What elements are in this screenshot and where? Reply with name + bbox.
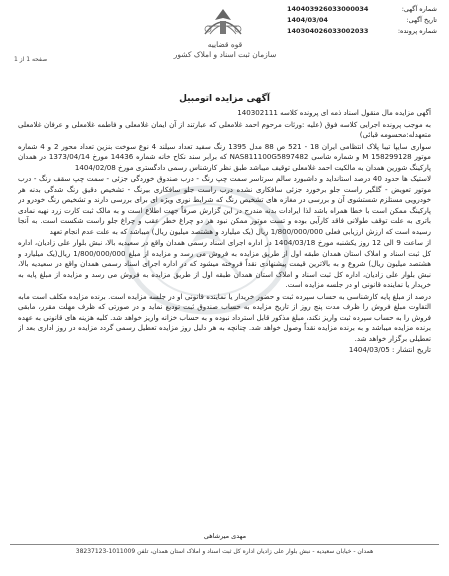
notice-metadata xyxy=(287,4,437,37)
judiciary-emblem-icon xyxy=(196,6,250,40)
body-paragraph: به موجب پرونده اجرایی کلاسه فوق (علیه :ورثات مرحوم احمد غلامعلی که عبارتند از آن ایمان غلامعلی و فاطمه غلامعلی و عرفان غلامعلی متعهدله:محسومه قبائی) xyxy=(18,119,431,139)
notice-date-label: تاریخ آگهی: xyxy=(406,16,437,24)
body-paragraph: سواری سایپا تیبا پلاک انتظامی ایران 18 - 521 ص 88 مدل 1395 رنگ سفید تعداد سیلند 4 نوع سوخت بنزین تعداد محور 2 و 4 شماره موتور M 158299128 و شماره شاسی NAS811100G5897482 که برابر سند نکاح خانه شماره 14436 مورخ 1373/04/14 در همدان پارکینگ شورین همدان به مالکیت احمد غلامعلی توقیف میباشد طبق نظر کارشناس رسمی دادگستری مورخ 1404/02/08 xyxy=(18,141,431,172)
notice-date: 1404/03/04 xyxy=(287,16,328,24)
notice-title: آگهی مزایده اتومبیل xyxy=(179,94,270,104)
case-number: 140304026033002033 xyxy=(287,27,369,35)
notice-number-row xyxy=(287,4,437,15)
signature-name: مهدی میرشاهی xyxy=(203,532,247,540)
publication-date xyxy=(18,345,431,356)
body-paragraph: لاستیک ها حدود 40 درصد استانداید و داشبورد سالم سرتاسر سمت چپ رنگ - درب صندوق خوردگی جزئی - سمت چپ سقف رنگ - درب موتور تعویض - گلگیر راست جلو برخورد جزئی سافکاری نشده درب راست جلو سافکاری بیرنگ - تشخیص دقیق رنگ شدگی بدنه هر خودرویی مستلزم شستشوی آن و بررسی در مغازه های تشخیص رنگ که شرایط نوری ویژه ای برای بررسی دارند و تشخیص رنگ خودرو در پارکینگ ممکن است با خطا همراه باشد لذا ایرادات بدنه مندرج در این گزارش صرفاً جهت اطلاع است و به مالک ثبت کارت زرد نهیه نمادی باتری به علت توقف طولانی فاقد کارآیی بوده و تست موتور ممکن نبود هر دو چراغ خطر عقب و چراغ جلو راست شکست است. به آنجا رسیده است که ارزش ارزیابی فعلی 1/800/000/000 ریال (یک میلیارد و هشتصد میلیون ریال) میباشد که به علت عدم انجام تعهد xyxy=(18,174,431,236)
footer-address: همدان - خیابان سعیدیه - نبش بلوار علی زادیان اداره کل ثبت اسناد و املاک استان همدان، تلفن 1011009-38237123 xyxy=(75,548,374,555)
body-paragraph: درصد از مبلغ پایه کارشناسی به حساب سپرده ثبت و حضور خریدار یا نماینده قانونی او در جلسه مزایده است. برنده مزایده مکلف است مابه التفاوت مبلغ فروش را ظرف مدت پنج روز از تاریخ مزایده به حساب صندوق ثبت تودیع نماید و در صورتی که ظرف مهلت مقرر، مابقی فروش را به حساب سپرده ثبت واریز نکند، مبلغ مذکور قابل استرداد نبوده و به حساب خزانه واریز خواهد شد. کلیه هزینه های قانونی به عهده برنده مزایده میباشد و به برنده مزایده نقداً وصول خواهد شد. چنانچه به هر دلیل روز مزایده تعطیل رسمی گردد مزایده در روز اداری بعد از تعطیلی برگزار خواهد شد. xyxy=(18,291,431,343)
notice-date-row xyxy=(287,15,437,26)
notice-body xyxy=(18,108,431,438)
body-paragraph: از ساعت 9 الی 12 روز یکشنبه مورخ 1404/03/18 در اداره اجرای اسناد رسمی همدان واقع در سعیدیه بالا، نبش بلوار علی زادیان، اداره کل ثبت اسناد و املاک استان همدان طبقه اول از طریق مزایده به فروش می رسد و مزایده از مبلغ 1/800/000/000 ریال(یک میلیارد و هشتصد میلیون ریال) شروع و به بالاترین قیمت پیشنهادی نقداً فروخته میشود که در اداره اجرای اسناد رسمی همدان واقع در سعیدیه بالا، نبش بلوار علی زادیان، اداره کل ثبت اسناد و املاک استان همدان طبقه اول از طریق مزایده به فروش می رسد و مزایده از مبلغ پایه به خریدار یا نماینده قانونی او در جلسه مزایده است. xyxy=(18,238,431,289)
organization-name xyxy=(150,40,300,60)
footer-divider xyxy=(10,544,439,545)
org-line-2: سازمان ثبت اسناد و املاک کشور xyxy=(173,50,277,59)
notice-number-label: شماره آگهی: xyxy=(401,5,437,13)
publication-date-value: 1404/03/05 xyxy=(348,345,390,354)
org-line-1: قوه قضاییه xyxy=(207,40,243,49)
notice-number: 140403926033000034 xyxy=(287,5,369,13)
case-number-row xyxy=(287,26,437,37)
page-indicator: صفحه 1 از 1 xyxy=(14,56,48,63)
body-paragraph: آگهی مزایده مال منقول اسناد ذمه ای پرونده کلاسه 140302111 xyxy=(237,108,431,117)
publication-date-label: تاریخ انتشار : xyxy=(391,345,431,354)
case-number-label: شماره پرونده: xyxy=(397,27,437,35)
